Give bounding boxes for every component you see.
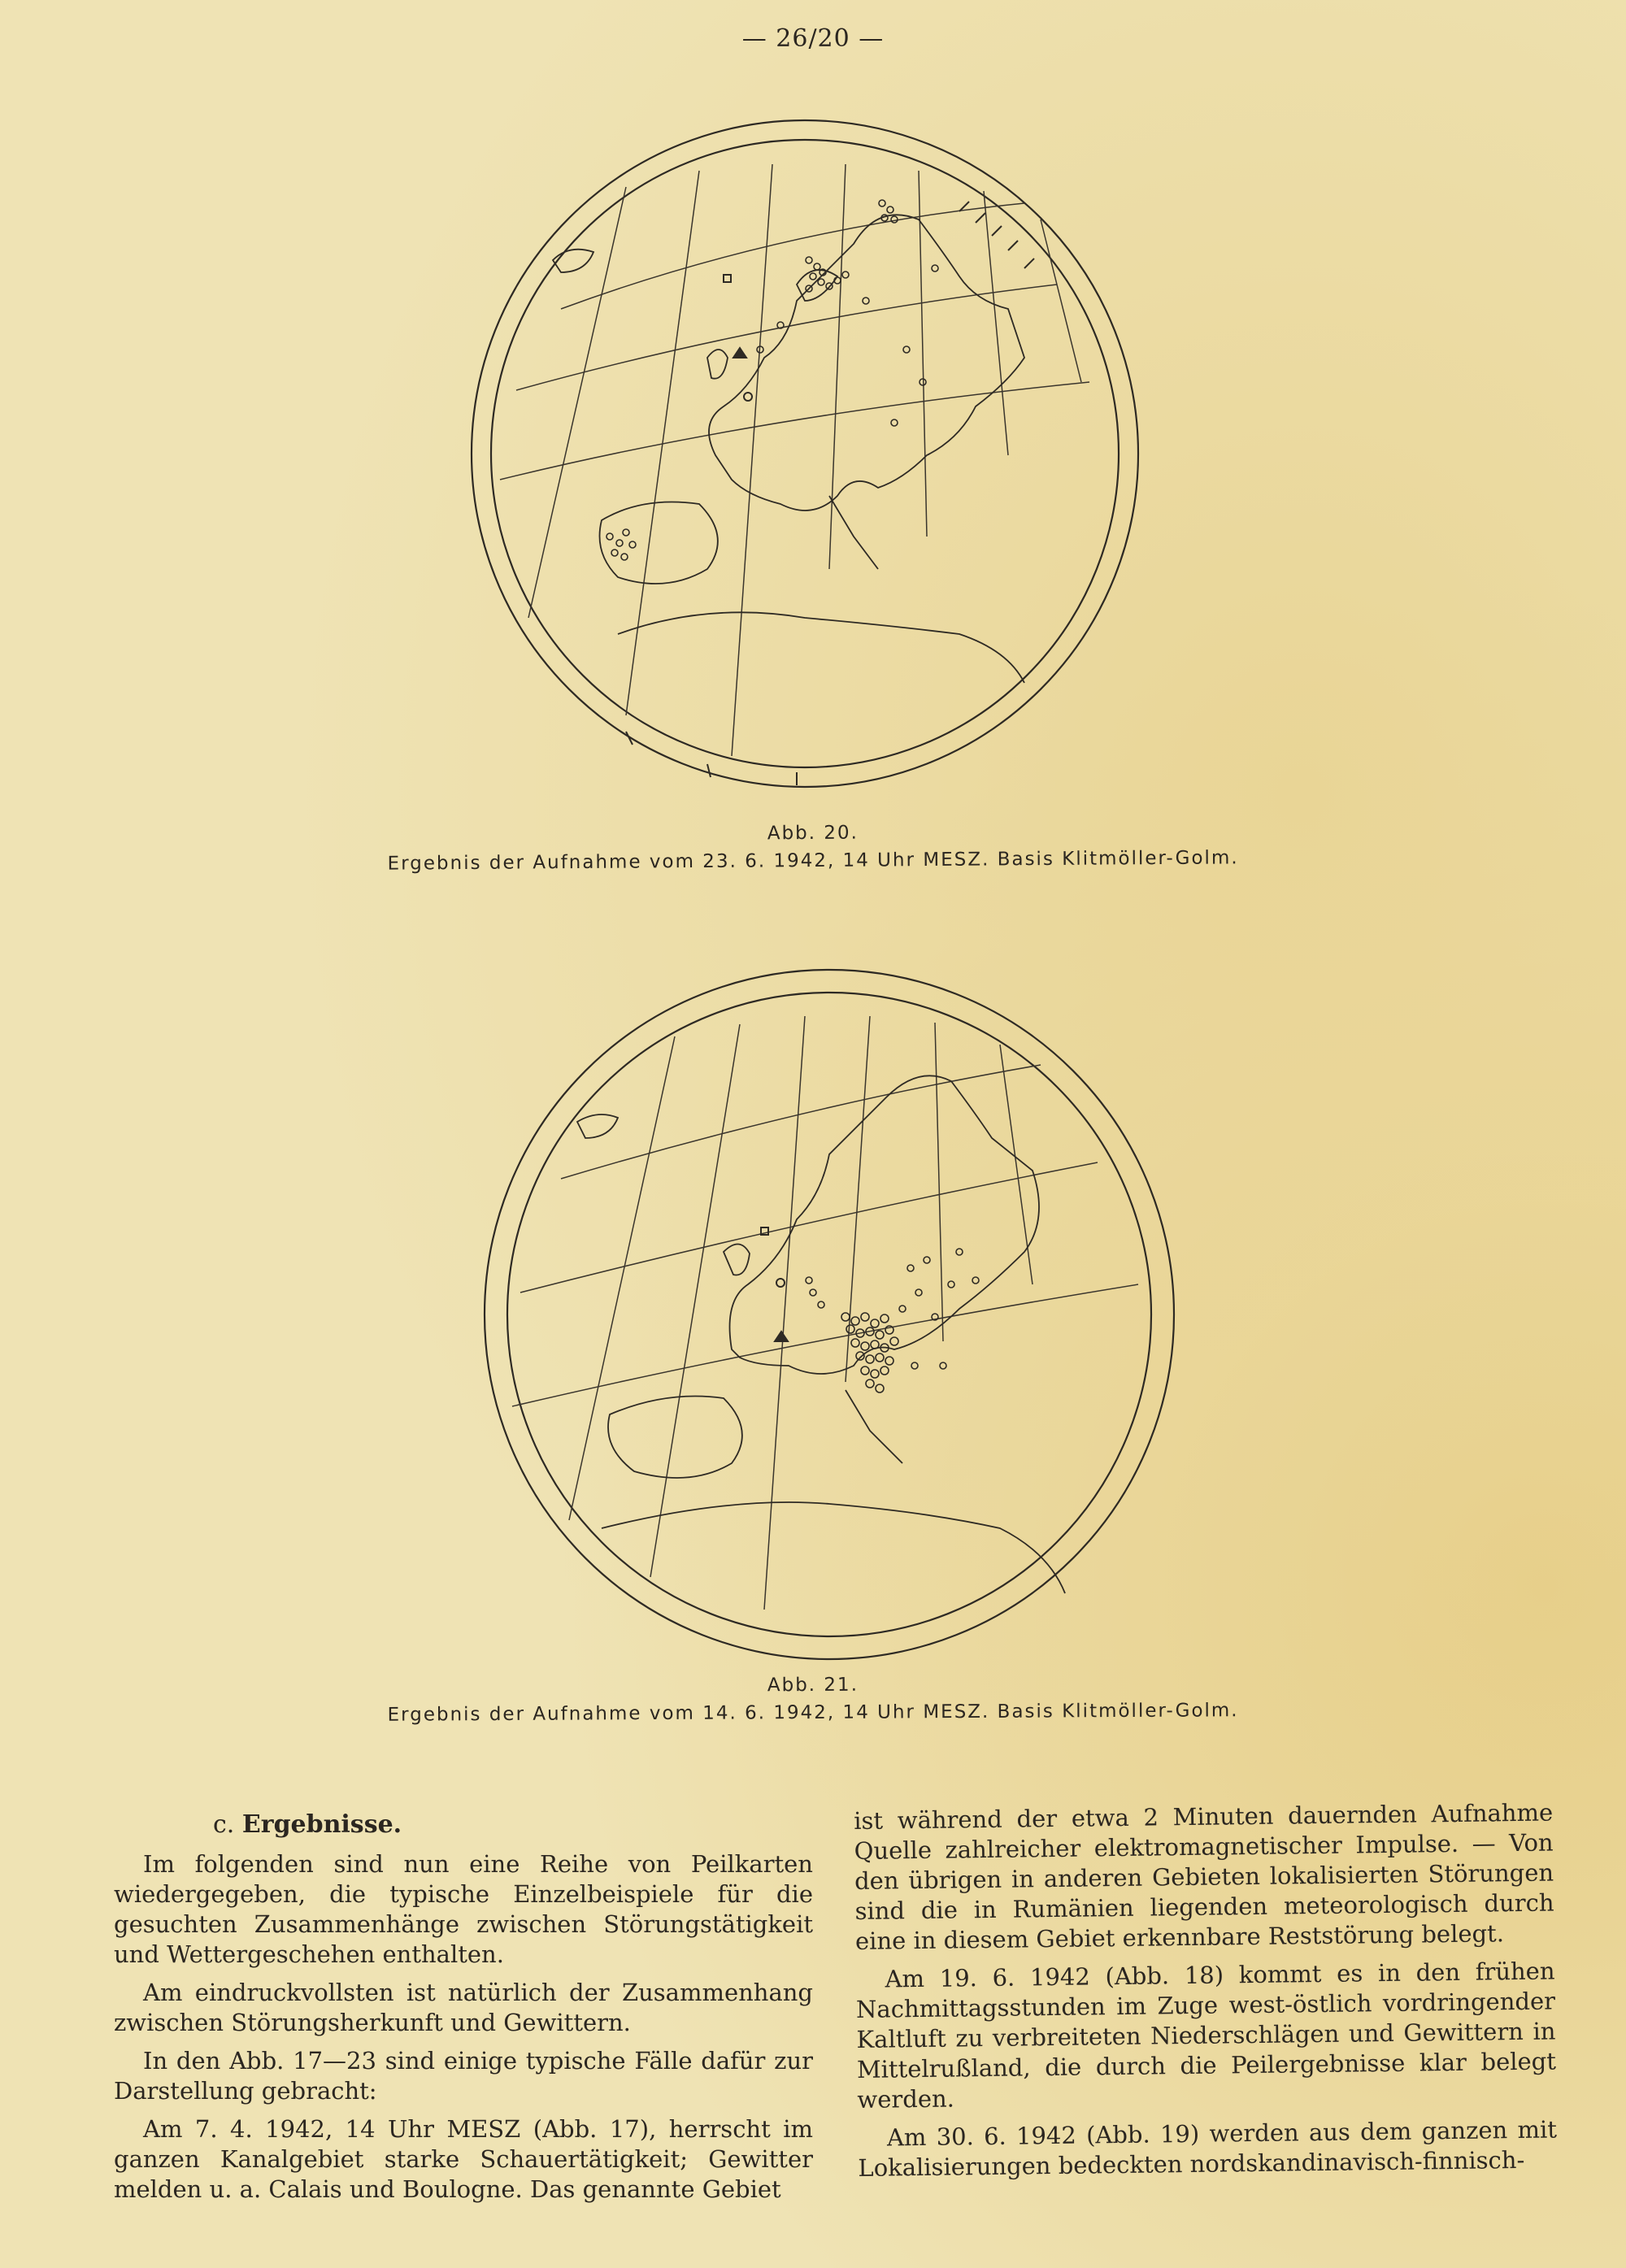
golm-marker [776,1279,785,1287]
page-number: — 26/20 — [741,24,885,53]
figure-20-label: Abb. 20. [767,822,859,845]
map-outer-ring [472,120,1138,787]
section-heading [213,1810,813,1840]
graticule [500,164,1089,756]
paragraph: Im folgenden sind nun eine Reihe von Peilkarten wiedergegeben, die typische Einzelbeispiele für die gesuchten Zusammenhänge zwischen Störungstätigkeit und Wettergeschehen enthalten. [114,1850,813,1968]
paragraph: In den Abb. 17—23 sind einige typische Fälle dafür zur Darstellung gebracht: [114,2047,813,2105]
bearing-points [606,200,938,560]
figure-21-caption [0,1667,1626,1731]
paragraph: Am 19. 6. 1942 (Abb. 18) kommt es in den frühen Nachmittagsstunden im Zuge west-östlich vordringender Kaltluft zu verbreiteten Niederschlägen und Gewittern in Mittelrußland, die durch die Peilergebnisse klar belegt werden. [855,1957,1557,2114]
triangle-marker [775,1332,788,1341]
figure-21-caption-text: Ergebnis der Aufnahme vom 14. 6. 1942, 14 Uhr MESZ. Basis Klitmöller-Golm. [387,1700,1239,1726]
golm-marker [744,393,752,401]
paragraph: Am 30. 6. 1942 (Abb. 19) werden aus dem ganzen mit Lokalisierungen bedeckten nordskandinavisch-finnisch- [858,2115,1558,2182]
bearing-points [806,1249,979,1393]
klitmoeller-marker [724,275,731,282]
left-column [114,1810,813,2213]
paragraph: ist während der etwa 2 Minuten dauernden Aufnahme Quelle zahlreicher elektromagnetischer Impulse. — Von den übrigen in anderen Gebieten lokalisierten Störungen sind die in Rumänien liegenden meteorologisch durch eine in diesem Gebiet erkennbare Reststörung belegt. [854,1798,1554,1955]
right-column [854,1797,1558,2191]
figure-20-caption [0,814,1626,880]
figure-21-label: Abb. 21. [767,1674,859,1697]
map-outer-ring [485,970,1174,1659]
figure-21-map [463,959,1195,1675]
figure-20-map [439,114,1187,813]
map-inner-ring [491,140,1119,767]
map-inner-ring [507,993,1151,1636]
section-prefix: c. [213,1810,235,1839]
section-title: Ergebnisse. [241,1810,402,1839]
paragraph: Am 7. 4. 1942, 14 Uhr MESZ (Abb. 17), herrscht im ganzen Kanalgebiet starke Schauertätigkeit; Gewitter melden u. a. Calais und Boulogne. Das genannte Gebiet [114,2115,813,2203]
coastlines [553,215,1024,683]
graticule [512,1016,1138,1610]
figure-20-caption-text: Ergebnis der Aufnahme vom 23. 6. 1942, 14 Uhr MESZ. Basis Klitmöller-Golm. [387,847,1239,875]
triangle-marker [733,348,746,358]
paragraph: Am eindruckvollsten ist natürlich der Zusammenhang zwischen Störungsherkunft und Gewittern. [114,1979,813,2036]
